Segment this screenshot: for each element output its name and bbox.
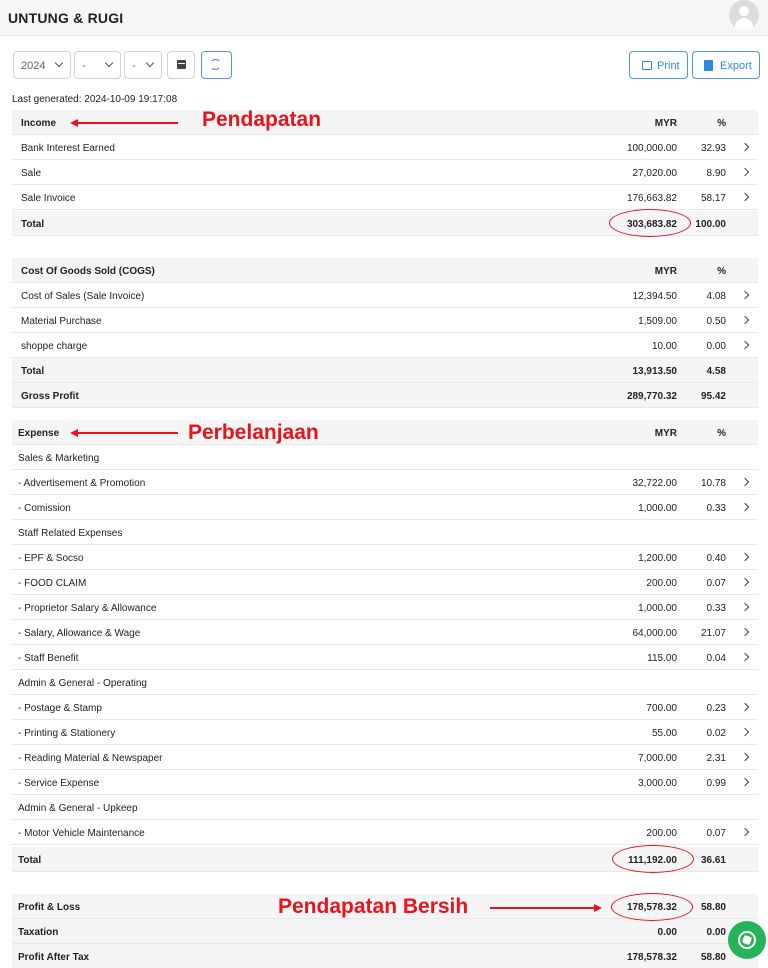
- cogs-total-row-myr: 13,913.50: [632, 366, 677, 377]
- expense-row-pct: 10.78: [700, 478, 726, 489]
- cogs-row-label: Cost of Sales (Sale Invoice): [21, 291, 145, 302]
- expense-row-pct: 0.33: [706, 603, 726, 614]
- gross-profit-row: [12, 383, 758, 408]
- expense-header-label: Expense: [18, 428, 60, 439]
- expense-header-myr: MYR: [654, 428, 677, 439]
- expense-total-row-myr: 111,192.00: [628, 855, 677, 866]
- summary-row: [12, 919, 758, 944]
- expense-row-pct: 21.07: [700, 628, 726, 639]
- chevron-right-icon: [741, 628, 749, 636]
- cogs-row-myr: 10.00: [651, 341, 677, 352]
- expense-row-label: - Postage & Stamp: [18, 703, 102, 714]
- expense-row-label: - Reading Material & Newspaper: [18, 753, 163, 764]
- summary-row: [12, 944, 758, 968]
- cogs-row-myr: 1,509.00: [638, 316, 677, 327]
- chevron-right-icon: [741, 603, 749, 611]
- chevron-right-icon: [741, 193, 749, 201]
- summary-row-myr: 178,578.32: [626, 902, 677, 913]
- chevron-right-icon: [741, 168, 749, 176]
- summary-row-pct: 0.00: [706, 927, 726, 938]
- cogs-total-row: [12, 358, 758, 383]
- cogs-row[interactable]: [12, 308, 758, 333]
- highlight-profit-loss: [611, 893, 693, 921]
- expense-row-pct: 0.23: [706, 703, 726, 714]
- avatar-body-icon: [735, 18, 753, 30]
- income-row-pct: 58.17: [700, 193, 726, 204]
- income-row-label: Bank Interest Earned: [21, 143, 115, 154]
- cogs-header: [12, 258, 758, 283]
- annotation-arrow-line: [76, 122, 178, 124]
- summary-row-label: Profit & Loss: [18, 902, 81, 913]
- expense-row-myr: 115.00: [647, 653, 677, 664]
- cogs-header-myr: MYR: [654, 266, 677, 277]
- chevron-right-icon: [741, 341, 749, 349]
- expense-row[interactable]: [12, 645, 758, 670]
- expense-row-myr: 700.00: [646, 703, 677, 714]
- expense-row[interactable]: [12, 695, 758, 720]
- export-button[interactable]: [692, 51, 760, 79]
- expense-group-row-label: Staff Related Expenses: [18, 528, 123, 539]
- expense-row[interactable]: [12, 620, 758, 645]
- chevron-right-icon: [741, 828, 749, 836]
- summary-row-label: Taxation: [18, 927, 59, 938]
- cogs-row-myr: 12,394.50: [632, 291, 677, 302]
- whatsapp-button[interactable]: [728, 921, 766, 959]
- income-row-myr: 176,663.82: [626, 193, 677, 204]
- gross-profit-row-myr: 289,770.32: [626, 391, 677, 402]
- day-select[interactable]: [124, 51, 162, 79]
- highlight-income-total: [609, 209, 691, 237]
- expense-row[interactable]: [12, 720, 758, 745]
- expense-group-row-label: Admin & General - Upkeep: [18, 803, 138, 814]
- chevron-right-icon: [741, 503, 749, 511]
- chevron-right-icon: [741, 291, 749, 299]
- cogs-row-label: Material Purchase: [21, 316, 102, 327]
- chevron-right-icon: [741, 778, 749, 786]
- expense-row-myr: 1,200.00: [638, 553, 677, 564]
- expense-row-label: - Service Expense: [18, 778, 100, 789]
- chevron-right-icon: [741, 728, 749, 736]
- expense-row[interactable]: [12, 495, 758, 520]
- print-button[interactable]: [629, 51, 688, 79]
- income-row-pct: 8.90: [706, 168, 726, 179]
- export-icon: [704, 60, 713, 71]
- cogs-row[interactable]: [12, 283, 758, 308]
- summary-row-label: Profit After Tax: [18, 952, 90, 963]
- expense-row[interactable]: [12, 820, 758, 845]
- printer-icon: [642, 61, 652, 70]
- expense-row-pct: 0.40: [706, 553, 726, 564]
- chevron-right-icon: [741, 316, 749, 324]
- annotation-income: Pendapatan: [202, 108, 322, 131]
- income-header-pct: %: [717, 118, 726, 129]
- expense-row-pct: 0.04: [706, 653, 726, 664]
- page-title: UNTUNG & RUGI: [8, 10, 124, 26]
- summary-row-myr: 0.00: [657, 927, 677, 938]
- summary-row-pct: 58.80: [700, 952, 726, 963]
- income-row-label: Sale Invoice: [21, 193, 76, 204]
- expense-row[interactable]: [12, 470, 758, 495]
- expense-row[interactable]: [12, 770, 758, 795]
- expense-row[interactable]: [12, 570, 758, 595]
- cogs-row-pct: 0.00: [706, 341, 726, 352]
- expense-row-pct: 0.07: [706, 578, 726, 589]
- expense-row-pct: 0.02: [706, 728, 726, 739]
- cogs-row-label: shoppe charge: [21, 341, 88, 352]
- highlight-expense-total: [612, 845, 694, 873]
- income-row[interactable]: [12, 135, 758, 160]
- income-header-myr: MYR: [654, 118, 677, 129]
- income-row[interactable]: [12, 185, 758, 210]
- income-row-label: Sale: [21, 168, 42, 179]
- cogs-row[interactable]: [12, 333, 758, 358]
- expense-group-row-label: Admin & General - Operating: [18, 678, 147, 689]
- chevron-right-icon: [741, 478, 749, 486]
- income-header-label: Income: [21, 118, 57, 129]
- year-select-value: 2024: [21, 60, 46, 72]
- income-row-pct: 32.93: [700, 143, 726, 154]
- expense-row-myr: 64,000.00: [632, 628, 677, 639]
- expense-row-myr: 200.00: [646, 578, 677, 589]
- expense-row-label: - Salary, Allowance & Wage: [18, 628, 141, 639]
- annotation-arrow-line: [490, 907, 596, 909]
- expense-group-row: [12, 445, 758, 470]
- summary-row-myr: 178,578.32: [626, 952, 677, 963]
- chevron-right-icon: [741, 753, 749, 761]
- chevron-right-icon: [741, 653, 749, 661]
- cogs-total-row-pct: 4.58: [706, 366, 726, 377]
- expense-row-label: - Printing & Stationery: [18, 728, 116, 739]
- chevron-down-icon: [105, 59, 113, 67]
- expense-row-myr: 200.00: [646, 828, 677, 839]
- expense-group-row: [12, 670, 758, 695]
- expense-row[interactable]: [12, 595, 758, 620]
- expense-row-myr: 3,000.00: [638, 778, 677, 789]
- chevron-right-icon: [741, 143, 749, 151]
- expense-row-label: - Motor Vehicle Maintenance: [18, 828, 145, 839]
- income-row-myr: 100,000.00: [626, 143, 677, 154]
- gross-profit-row-pct: 95.42: [700, 391, 726, 402]
- expense-row[interactable]: [12, 545, 758, 570]
- calendar-button[interactable]: [167, 51, 195, 79]
- cogs-header-label: Cost Of Goods Sold (COGS): [21, 266, 155, 277]
- expense-row-label: - Staff Benefit: [18, 653, 79, 664]
- expense-header-pct: %: [717, 428, 726, 439]
- expense-total-row-pct: 36.61: [700, 855, 726, 866]
- year-select[interactable]: [13, 51, 71, 79]
- expense-group-row: [12, 520, 758, 545]
- income-total-row-pct: 100.00: [695, 219, 726, 230]
- cogs-row-pct: 0.50: [706, 316, 726, 327]
- chevron-down-icon: [55, 59, 63, 67]
- expense-row-pct: 0.33: [706, 503, 726, 514]
- expense-row-pct: 0.99: [706, 778, 726, 789]
- expense-row-label: - EPF & Socso: [18, 553, 84, 564]
- month-select[interactable]: [74, 51, 121, 79]
- day-select-value: -: [132, 60, 136, 72]
- expense-row[interactable]: [12, 745, 758, 770]
- chevron-right-icon: [741, 578, 749, 586]
- last-generated: Last generated: 2024-10-09 19:17:08: [12, 94, 178, 105]
- calendar-icon: [177, 60, 186, 69]
- summary-row-pct: 58.80: [700, 902, 726, 913]
- expense-row-label: - Comission: [18, 503, 71, 514]
- chevron-right-icon: [741, 553, 749, 561]
- expense-row-myr: 55.00: [651, 728, 677, 739]
- cogs-total-row-label: Total: [21, 366, 45, 377]
- expense-row-myr: 1,000.00: [638, 503, 677, 514]
- expense-row-myr: 32,722.00: [632, 478, 677, 489]
- avatar[interactable]: [729, 0, 759, 30]
- cogs-row-pct: 4.08: [706, 291, 726, 302]
- annotation-expense: Perbelanjaan: [188, 421, 319, 444]
- expense-row-label: - Advertisement & Promotion: [18, 478, 146, 489]
- expense-row-pct: 0.07: [706, 828, 726, 839]
- expense-row-label: - Proprietor Salary & Allowance: [18, 603, 157, 614]
- expense-row-myr: 1,000.00: [638, 603, 677, 614]
- chevron-down-icon: [146, 59, 154, 67]
- expense-row-myr: 7,000.00: [638, 753, 677, 764]
- expense-row-pct: 2.31: [706, 753, 726, 764]
- expense-row-label: - FOOD CLAIM: [18, 578, 87, 589]
- print-button-label: Print: [657, 60, 680, 72]
- annotation-arrowhead-icon: [594, 904, 602, 912]
- month-select-value: -: [82, 60, 86, 72]
- top-bar: [0, 0, 768, 36]
- refresh-icon: [210, 59, 221, 70]
- avatar-head-icon: [739, 6, 749, 16]
- annotation-net: Pendapatan Bersih: [278, 895, 469, 918]
- income-row-myr: 27,020.00: [632, 168, 677, 179]
- income-total-row-label: Total: [21, 219, 45, 230]
- expense-total-row-label: Total: [18, 855, 42, 866]
- export-button-label: Export: [720, 60, 752, 72]
- annotation-arrow-line: [76, 432, 178, 434]
- refresh-button[interactable]: [201, 51, 232, 79]
- gross-profit-row-label: Gross Profit: [21, 391, 79, 402]
- chevron-right-icon: [741, 703, 749, 711]
- income-row[interactable]: [12, 160, 758, 185]
- expense-group-row: [12, 795, 758, 820]
- cogs-header-pct: %: [717, 266, 726, 277]
- income-total-row-myr: 303,683.82: [626, 219, 677, 230]
- expense-group-row-label: Sales & Marketing: [18, 453, 100, 464]
